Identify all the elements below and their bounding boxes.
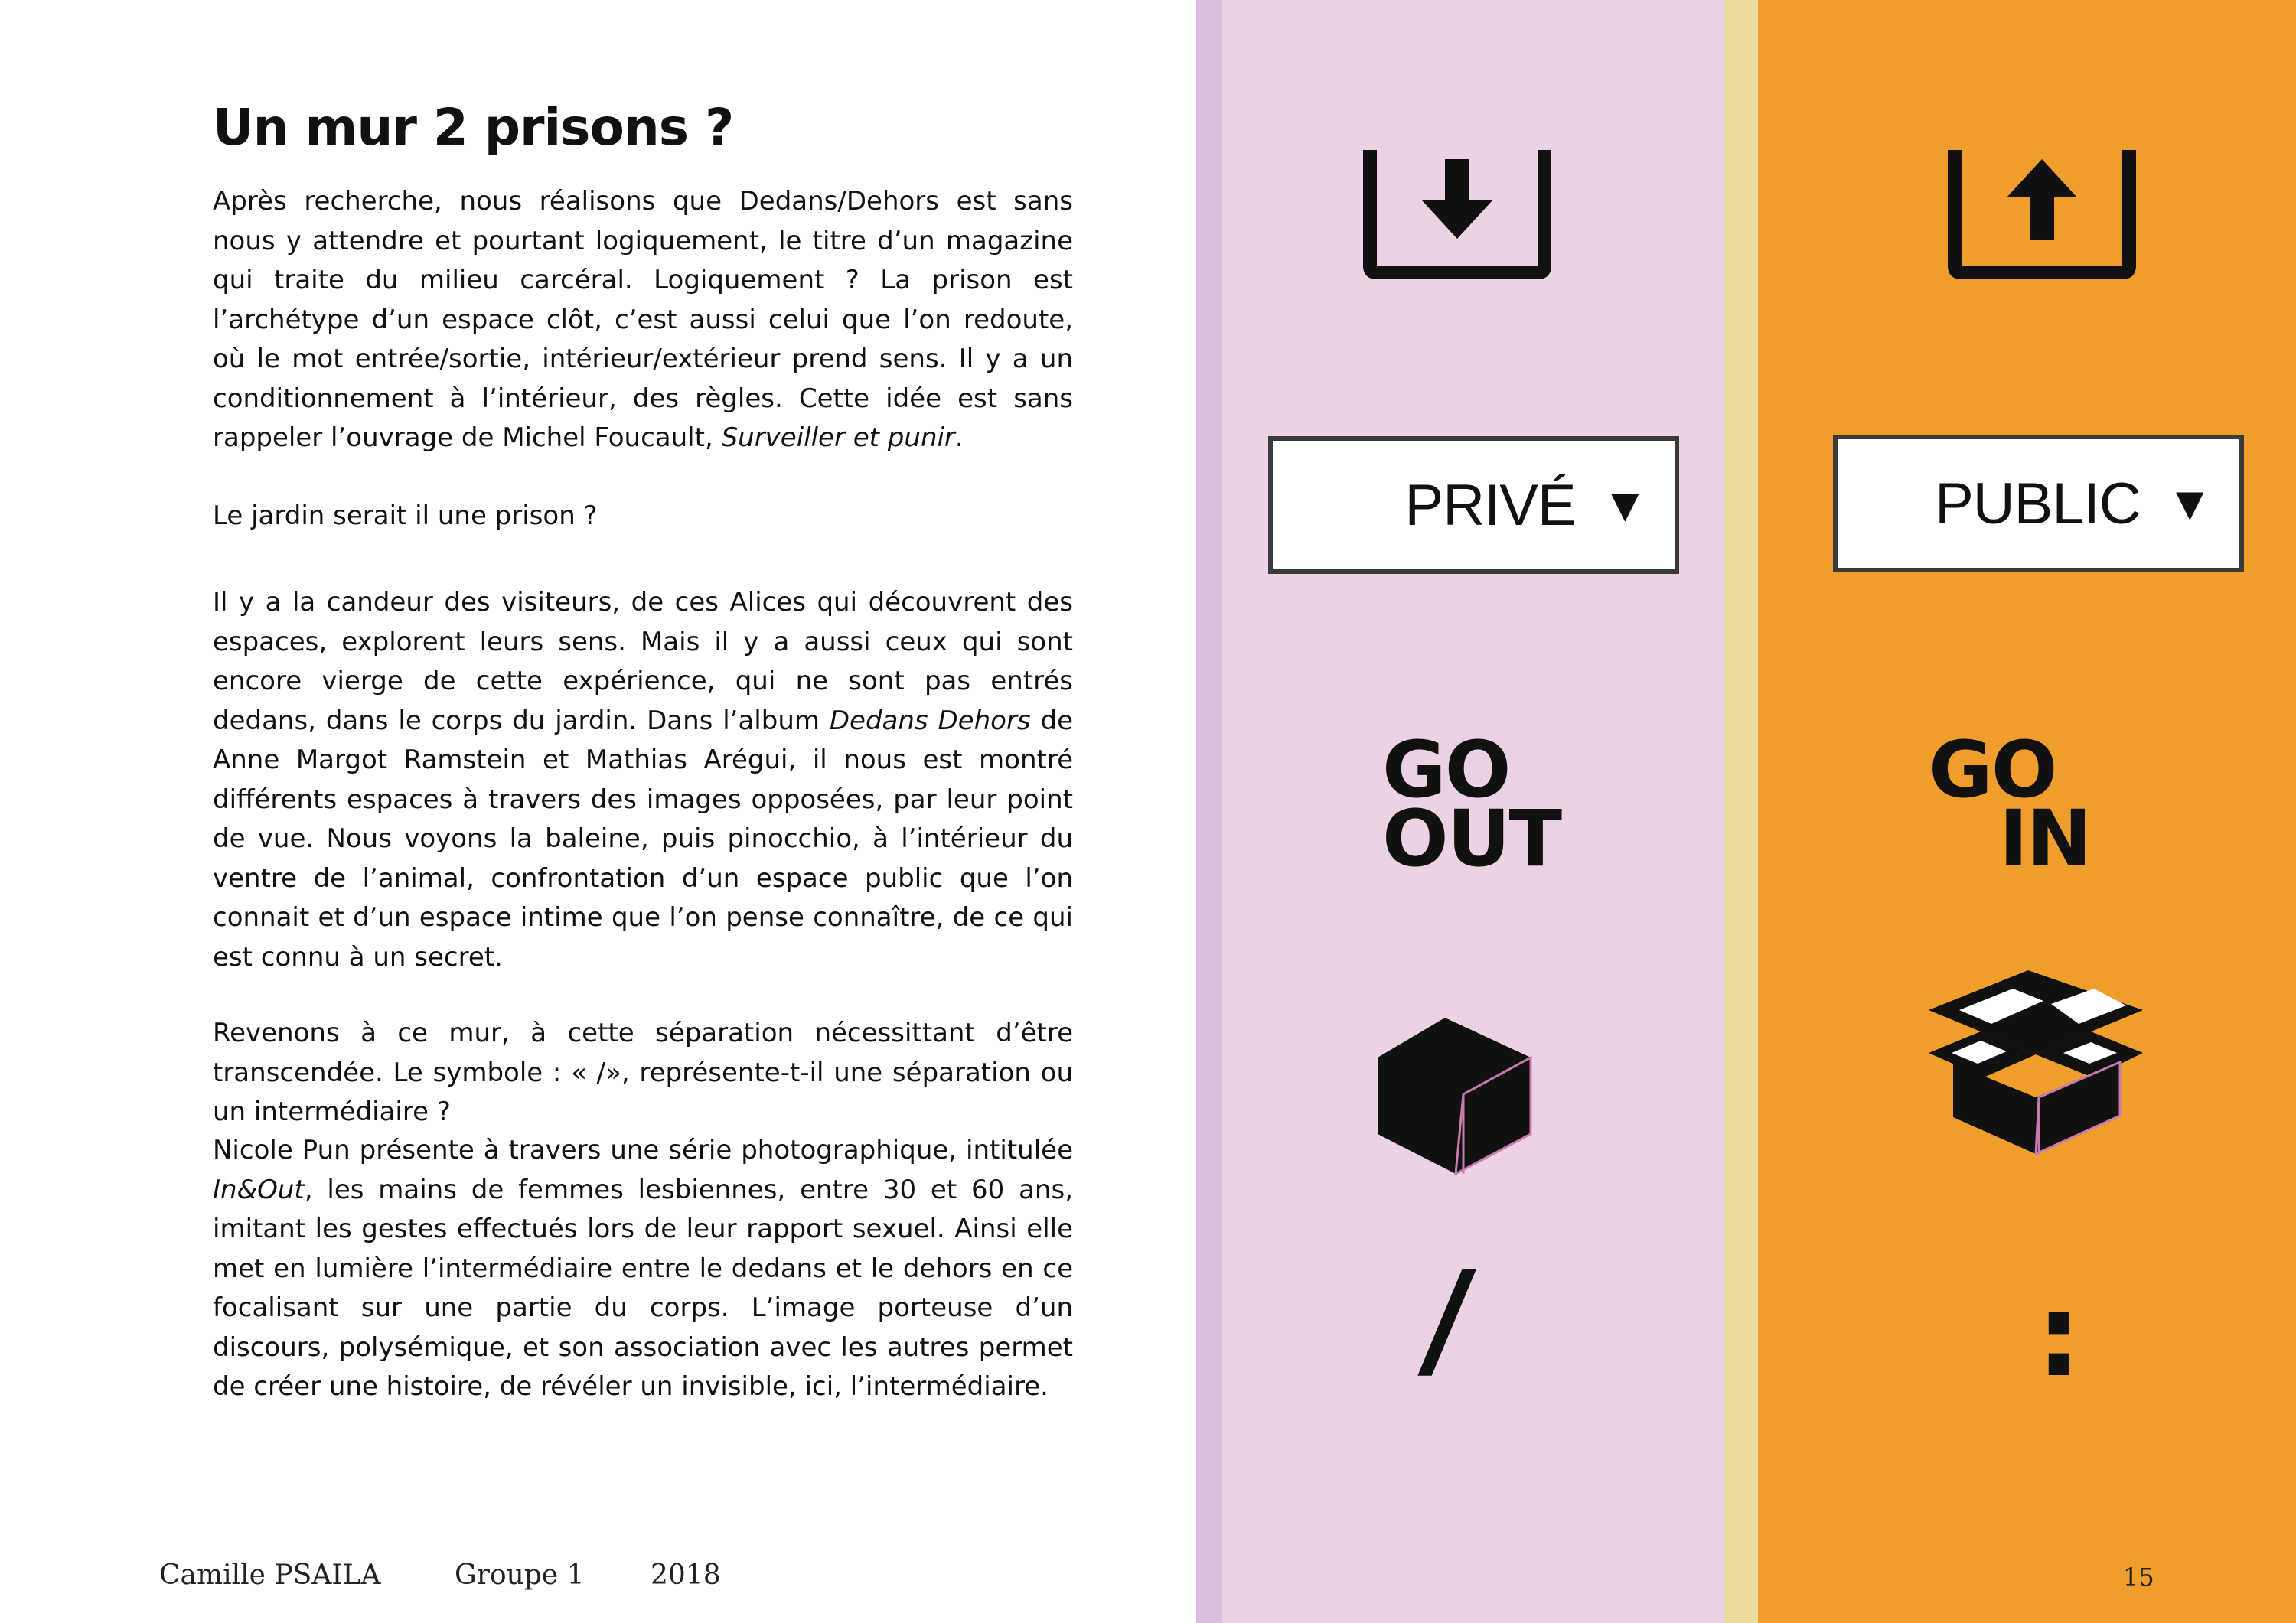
go-word: GO xyxy=(1929,725,2056,816)
go-out-label xyxy=(1382,725,1561,885)
paragraph-question: Le jardin serait il une prison ? xyxy=(213,500,598,531)
paragraph-alices xyxy=(213,583,1073,977)
out-word: OUT xyxy=(1382,793,1561,885)
colon-symbol: : xyxy=(2036,1269,2080,1403)
open-box-icon xyxy=(1921,963,2151,1162)
footer-year: 2018 xyxy=(651,1559,721,1591)
album-title-italic: Dedans Dehors xyxy=(829,705,1031,736)
closed-box-icon xyxy=(1370,1010,1538,1178)
paragraph-wall: Revenons à ce mur, à cette séparation nécessittant d’être transcendée. Le symbole : « /», représente-t-il une séparation ou un intermédiaire ? xyxy=(213,1018,1073,1127)
paragraph-prison xyxy=(213,182,1073,458)
article-title: Un mur 2 prisons ? xyxy=(213,98,734,157)
public-dropdown[interactable] xyxy=(1833,435,2244,572)
footer-author: Camille PSAILA xyxy=(159,1559,381,1591)
paragraph-text: de Anne Margot Ramstein et Mathias Arégui, il nous est montré différents espaces à travers des images opposées, par leur point de vue. Nous voyons la baleine, puis pinocchio, à l’intérieur du ventre de l’animal, confrontation d’un espace public que l’on connait et d’un espace intime que l’on pense connaître, de ce qui est connu à un secret. xyxy=(213,705,1073,973)
dropdown-value: PUBLIC xyxy=(1935,471,2141,536)
go-word: GO xyxy=(1382,725,1510,816)
paragraph-text: Après recherche, nous réalisons que Dedans/Dehors est sans nous y attendre et pourtant logiquement, le titre d’un magazine qui traite du milieu carcéral. Logiquement ? La prison est l’archétype d’un espace clôt, c’est aussi celui que l’on redoute, où le mot entrée/sortie, intérieur/extérieur prend sens. Il y a un conditionnement à l’intérieur, des règles. Cette idée est sans rappeler l’ouvrage de Michel Foucault, xyxy=(213,186,1073,453)
page-number: 15 xyxy=(2123,1563,2154,1592)
paragraph-text: . xyxy=(954,422,964,453)
yellow-stripe xyxy=(1724,0,1758,1623)
paragraph-text: Il y a la candeur des visiteurs, de ces Alices qui découvrent des espaces, explorent leurs sens. Mais il y a aussi ceux qui sont encore vierge de cette expérience, qui ne sont pas entrés dedans, dans le corps du jardin. Dans l’album xyxy=(213,587,1073,736)
paragraph-text: , les mains de femmes lesbiennes, entre 30 et 60 ans, imitant les gestes effectués lors de leur rapport sexuel. Ainsi elle met en lumière l’intermédiaire entre le dedans et le dehors en ce focalisant sur une partie du corps. L’image porteuse d’un discours, polysémique, et son association avec les autres permet de créer une histoire, de révéler un invisible, ici, l’intermédiaire. xyxy=(213,1174,1073,1402)
go-in-label xyxy=(1929,725,2091,885)
paragraph-text: Nicole Pun présente à travers une série photographique, intitulée xyxy=(213,1135,1073,1165)
lavender-stripe xyxy=(1196,0,1222,1623)
download-tray-icon xyxy=(1359,144,1555,279)
series-title-italic: In&Out xyxy=(213,1174,305,1205)
upload-tray-icon xyxy=(1944,144,2140,279)
paragraph-nicole-pun xyxy=(213,1131,1073,1407)
in-word: IN xyxy=(1999,793,2091,885)
chevron-down-icon: ▼ xyxy=(1601,478,1649,532)
prive-dropdown[interactable] xyxy=(1268,436,1679,574)
dropdown-value: PRIVÉ xyxy=(1404,472,1576,538)
slash-symbol: / xyxy=(1415,1243,1478,1395)
chevron-down-icon: ▼ xyxy=(2166,477,2213,530)
footer-group: Groupe 1 xyxy=(455,1559,585,1591)
book-title-italic: Surveiller et punir xyxy=(721,422,955,453)
